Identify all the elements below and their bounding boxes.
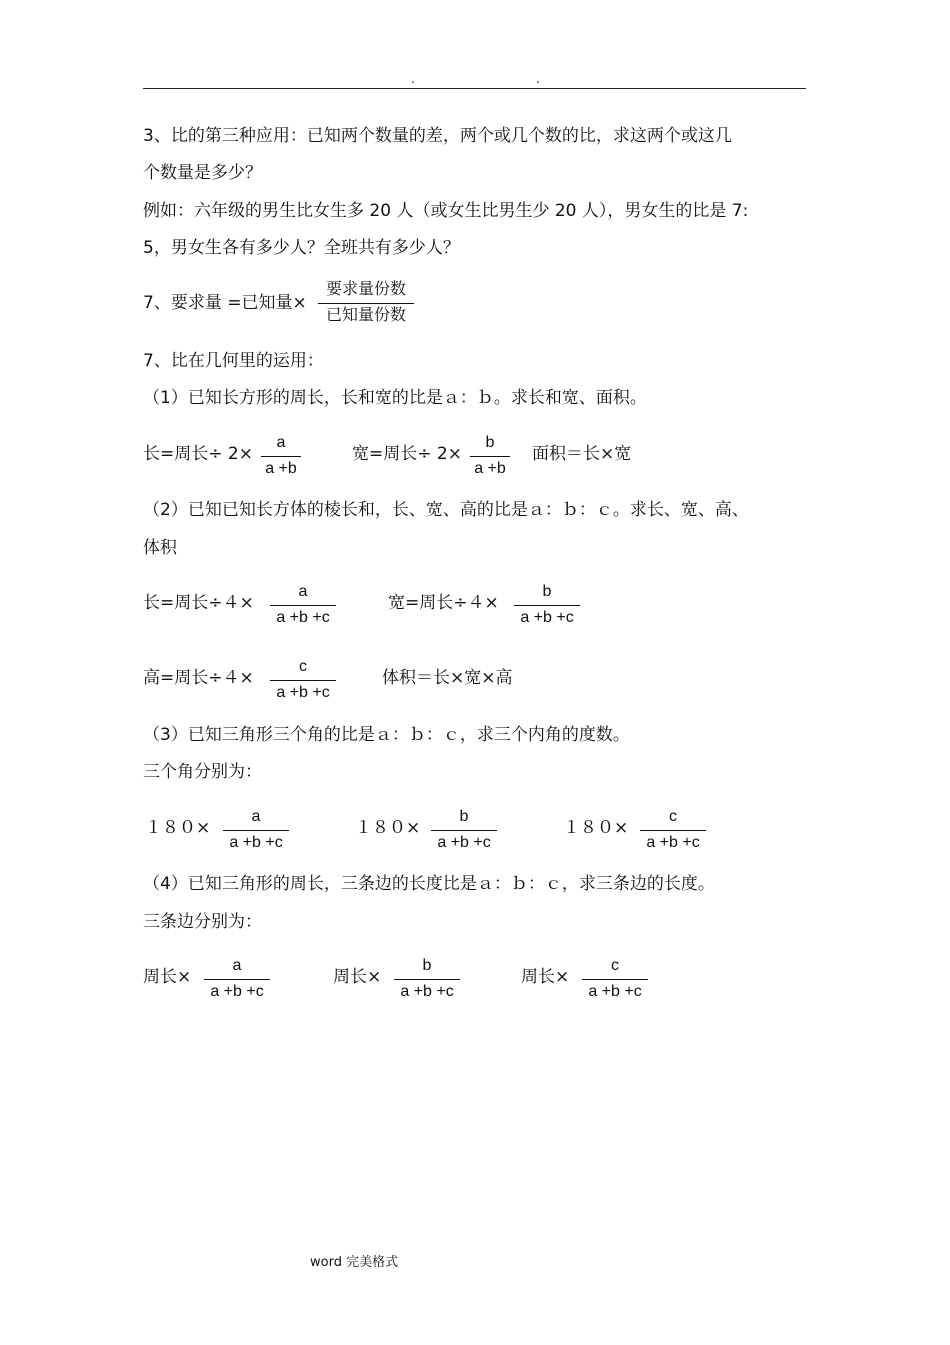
fraction xyxy=(431,807,497,853)
case-text: （4）已知三角形的周长，三条边的长度比是ａ：ｂ：ｃ，求三条边的长度。 xyxy=(143,874,715,894)
fraction-bar xyxy=(582,979,648,980)
fraction-numerator: c xyxy=(299,658,307,675)
fraction-numerator: b xyxy=(459,808,469,825)
formula-prefix: 高=周长÷４× xyxy=(143,668,254,688)
fraction-numerator: a xyxy=(276,434,286,451)
formula-prefix: １８０× xyxy=(563,818,629,838)
formula-text: 体积＝长×宽×高 xyxy=(382,668,513,688)
formula-text: 面积＝长×宽 xyxy=(532,444,632,464)
fraction xyxy=(582,956,648,1002)
fraction-numerator: a xyxy=(232,957,242,974)
case-text: （3）已知三角形三个角的比是ａ：ｂ：ｃ，求三个内角的度数。 xyxy=(143,725,630,745)
fraction-bar xyxy=(640,830,706,831)
fraction-bar xyxy=(514,605,580,606)
fraction-denominator: a +b +c xyxy=(276,609,330,626)
fraction xyxy=(204,956,270,1002)
footer-text: word 完美格式 xyxy=(310,1255,399,1270)
fraction-denominator: a +b +c xyxy=(276,684,330,701)
fraction-denominator: a +b +c xyxy=(588,983,642,1000)
fraction xyxy=(223,807,289,853)
fraction-bar xyxy=(318,303,414,304)
fraction-denominator: a +b +c xyxy=(210,983,264,1000)
fraction-denominator: a +b +c xyxy=(646,834,700,851)
fraction-bar xyxy=(470,456,510,457)
fraction xyxy=(261,433,301,479)
case-text: （1）已知长方形的周长，长和宽的比是ａ：ｂ。求长和宽、面积。 xyxy=(143,388,647,408)
header-dot: . xyxy=(536,72,540,86)
example-line: 例如：六年级的男生比女生多 20 人（或女生比男生少 20 人），男女生的比是 7: xyxy=(143,201,749,221)
fraction xyxy=(514,582,580,628)
fraction-bar xyxy=(223,830,289,831)
formula-prefix: 宽=周长÷ 2× xyxy=(352,444,462,464)
fraction-bar xyxy=(394,979,460,980)
section-title: 7、比在几何里的运用： xyxy=(143,351,324,371)
case-subtext: 三条边分别为： xyxy=(143,912,262,932)
formula-prefix: 长=周长÷ 2× xyxy=(143,444,253,464)
fraction-numerator: b xyxy=(422,957,432,974)
fraction-denominator: a +b xyxy=(265,460,297,477)
example-line: 5，男女生各有多少人？全班共有多少人？ xyxy=(143,238,460,258)
formula-prefix: 7、要求量 =已知量× xyxy=(143,293,307,313)
fraction-numerator: 要求量份数 xyxy=(325,281,406,298)
fraction-numerator: a xyxy=(298,583,308,600)
formula-prefix: 宽=周长÷４× xyxy=(388,593,499,613)
formula-prefix: 长=周长÷４× xyxy=(143,593,254,613)
fraction-bar xyxy=(431,830,497,831)
fraction-numerator: c xyxy=(611,957,619,974)
header-dot: . xyxy=(411,72,415,86)
fraction xyxy=(394,956,460,1002)
header-rule xyxy=(143,88,806,89)
fraction-numerator: c xyxy=(669,808,677,825)
paragraph-line: 个数量是多少？ xyxy=(143,163,262,183)
fraction-numerator: b xyxy=(485,434,495,451)
fraction xyxy=(318,280,414,326)
case-subtext: 三个角分别为： xyxy=(143,762,262,782)
fraction-denominator: a +b xyxy=(474,460,506,477)
fraction-bar xyxy=(270,605,336,606)
fraction-denominator: a +b +c xyxy=(437,834,491,851)
case-text: （2）已知已知长方体的棱长和，长、宽、高的比是ａ：ｂ：ｃ。求长、宽、高、 xyxy=(143,500,749,520)
fraction-bar xyxy=(261,456,301,457)
formula-prefix: 周长× xyxy=(143,967,192,987)
fraction-denominator: a +b +c xyxy=(229,834,283,851)
fraction-numerator: b xyxy=(542,583,552,600)
case-text: 体积 xyxy=(143,538,177,558)
fraction xyxy=(270,657,336,703)
formula-prefix: 周长× xyxy=(521,967,570,987)
fraction xyxy=(470,433,510,479)
fraction-bar xyxy=(270,680,336,681)
fraction-numerator: a xyxy=(251,808,261,825)
fraction xyxy=(270,582,336,628)
paragraph-line: 3、比的第三种应用：已知两个数量的差，两个或几个数的比，求这两个或这几 xyxy=(143,126,732,146)
fraction-denominator: a +b +c xyxy=(400,983,454,1000)
formula-prefix: 周长× xyxy=(333,967,382,987)
formula-prefix: １８０× xyxy=(355,818,421,838)
formula-prefix: １８０× xyxy=(145,818,211,838)
fraction-denominator: a +b +c xyxy=(520,609,574,626)
fraction xyxy=(640,807,706,853)
fraction-denominator: 已知量份数 xyxy=(325,307,406,324)
fraction-bar xyxy=(204,979,270,980)
